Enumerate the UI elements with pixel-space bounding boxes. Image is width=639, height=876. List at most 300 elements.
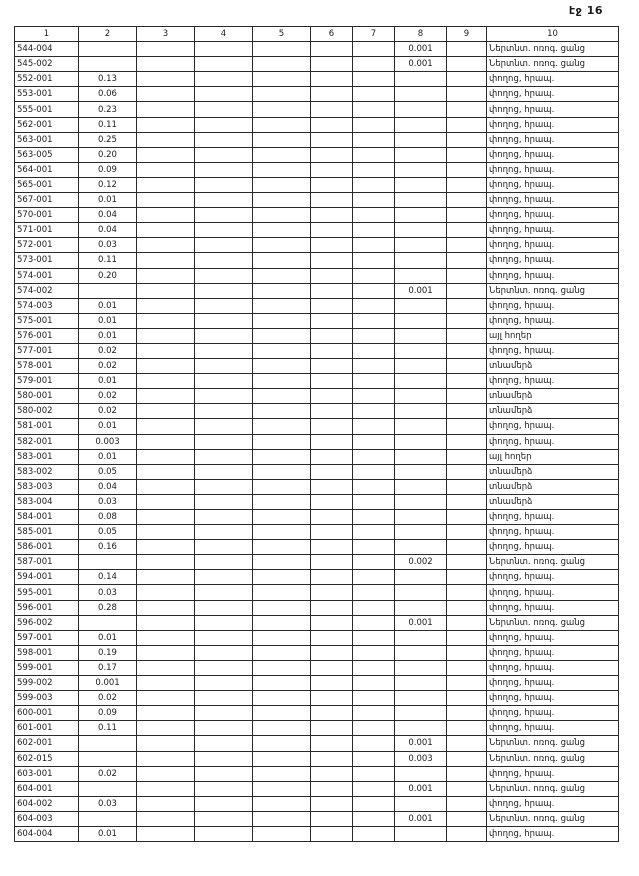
empty-cell <box>253 630 311 645</box>
empty-cell <box>311 57 353 72</box>
land-use-type: փողոց, հրապ. <box>487 117 619 132</box>
irrigation-value <box>395 706 447 721</box>
empty-cell <box>253 102 311 117</box>
empty-cell <box>311 147 353 162</box>
land-use-type: փողոց, հրապ. <box>487 691 619 706</box>
area-value: 0.03 <box>79 494 137 509</box>
empty-cell <box>253 736 311 751</box>
empty-cell <box>253 570 311 585</box>
land-use-type: Ներտնտ. ոռոգ. ցանց <box>487 615 619 630</box>
irrigation-value <box>395 193 447 208</box>
empty-cell <box>195 555 253 570</box>
area-value: 0.19 <box>79 645 137 660</box>
land-use-type: Ներտնտ. ոռոգ. ցանց <box>487 42 619 57</box>
area-value: 0.11 <box>79 253 137 268</box>
empty-cell <box>447 177 487 192</box>
land-use-type: փողոց, հրապ. <box>487 645 619 660</box>
table-row <box>15 464 619 479</box>
empty-cell <box>311 796 353 811</box>
empty-cell <box>137 721 195 736</box>
parcel-code: 602-001 <box>15 736 79 751</box>
area-value <box>79 781 137 796</box>
empty-cell <box>137 253 195 268</box>
empty-cell <box>311 615 353 630</box>
empty-cell <box>137 826 195 841</box>
empty-cell <box>353 419 395 434</box>
empty-cell <box>311 660 353 675</box>
table-row <box>15 147 619 162</box>
table-row <box>15 117 619 132</box>
land-use-type: փողոց, հրապ. <box>487 253 619 268</box>
empty-cell <box>311 223 353 238</box>
empty-cell <box>311 298 353 313</box>
area-value: 0.01 <box>79 298 137 313</box>
empty-cell <box>137 736 195 751</box>
empty-cell <box>137 404 195 419</box>
empty-cell <box>311 811 353 826</box>
empty-cell <box>137 283 195 298</box>
land-use-type: Ներտնտ. ոռոգ. ցանց <box>487 751 619 766</box>
empty-cell <box>353 343 395 358</box>
irrigation-value <box>395 766 447 781</box>
irrigation-value <box>395 404 447 419</box>
table-row <box>15 510 619 525</box>
empty-cell <box>311 162 353 177</box>
area-value: 0.09 <box>79 706 137 721</box>
land-use-type: փողոց, հրապ. <box>487 72 619 87</box>
empty-cell <box>353 479 395 494</box>
land-use-type: փողոց, հրապ. <box>487 208 619 223</box>
column-header: 3 <box>137 27 195 42</box>
table-row <box>15 42 619 57</box>
table-row <box>15 449 619 464</box>
empty-cell <box>253 328 311 343</box>
empty-cell <box>195 645 253 660</box>
empty-cell <box>253 660 311 675</box>
empty-cell <box>353 313 395 328</box>
parcel-code: 579-001 <box>15 374 79 389</box>
empty-cell <box>447 359 487 374</box>
empty-cell <box>353 706 395 721</box>
land-use-type: Ներտնտ. ոռոգ. ցանց <box>487 283 619 298</box>
empty-cell <box>253 389 311 404</box>
empty-cell <box>447 585 487 600</box>
empty-cell <box>447 193 487 208</box>
empty-cell <box>447 298 487 313</box>
parcel-code: 574-003 <box>15 298 79 313</box>
irrigation-value <box>395 676 447 691</box>
area-value <box>79 42 137 57</box>
irrigation-value <box>395 268 447 283</box>
land-use-type: փողոց, հրապ. <box>487 343 619 358</box>
empty-cell <box>311 751 353 766</box>
empty-cell <box>311 72 353 87</box>
empty-cell <box>353 72 395 87</box>
area-value: 0.01 <box>79 328 137 343</box>
empty-cell <box>253 42 311 57</box>
irrigation-value: 0.003 <box>395 751 447 766</box>
parcel-code: 583-001 <box>15 449 79 464</box>
empty-cell <box>253 162 311 177</box>
area-value: 0.05 <box>79 525 137 540</box>
empty-cell <box>311 585 353 600</box>
area-value: 0.02 <box>79 766 137 781</box>
table-row <box>15 193 619 208</box>
parcel-code: 584-001 <box>15 510 79 525</box>
land-use-type: Ներտնտ. ոռոգ. ցանց <box>487 736 619 751</box>
table-row <box>15 87 619 102</box>
empty-cell <box>137 102 195 117</box>
area-value <box>79 57 137 72</box>
empty-cell <box>353 57 395 72</box>
irrigation-value <box>395 479 447 494</box>
land-use-type: փողոց, հրապ. <box>487 766 619 781</box>
empty-cell <box>353 630 395 645</box>
empty-cell <box>137 630 195 645</box>
empty-cell <box>353 464 395 479</box>
empty-cell <box>353 494 395 509</box>
table-row <box>15 223 619 238</box>
irrigation-value <box>395 253 447 268</box>
irrigation-value <box>395 525 447 540</box>
irrigation-value <box>395 359 447 374</box>
parcel-code: 586-001 <box>15 540 79 555</box>
empty-cell <box>353 177 395 192</box>
empty-cell <box>195 253 253 268</box>
empty-cell <box>253 479 311 494</box>
empty-cell <box>311 510 353 525</box>
parcel-code: 571-001 <box>15 223 79 238</box>
table-row <box>15 660 619 675</box>
empty-cell <box>447 570 487 585</box>
empty-cell <box>195 811 253 826</box>
empty-cell <box>447 660 487 675</box>
empty-cell <box>195 313 253 328</box>
land-use-type: փողոց, հրապ. <box>487 570 619 585</box>
empty-cell <box>253 177 311 192</box>
empty-cell <box>137 117 195 132</box>
empty-cell <box>137 751 195 766</box>
table-row <box>15 298 619 313</box>
column-header: 8 <box>395 27 447 42</box>
empty-cell <box>447 645 487 660</box>
empty-cell <box>311 87 353 102</box>
empty-cell <box>447 691 487 706</box>
empty-cell <box>253 449 311 464</box>
empty-cell <box>311 404 353 419</box>
column-header: 6 <box>311 27 353 42</box>
area-value: 0.16 <box>79 540 137 555</box>
area-value: 0.02 <box>79 343 137 358</box>
empty-cell <box>311 434 353 449</box>
empty-cell <box>447 630 487 645</box>
empty-cell <box>447 766 487 781</box>
empty-cell <box>353 811 395 826</box>
empty-cell <box>195 177 253 192</box>
empty-cell <box>137 374 195 389</box>
empty-cell <box>311 132 353 147</box>
empty-cell <box>353 328 395 343</box>
area-value: 0.05 <box>79 464 137 479</box>
irrigation-value <box>395 796 447 811</box>
empty-cell <box>137 781 195 796</box>
empty-cell <box>137 510 195 525</box>
empty-cell <box>195 494 253 509</box>
land-use-type: փողոց, հրապ. <box>487 826 619 841</box>
empty-cell <box>353 766 395 781</box>
empty-cell <box>353 570 395 585</box>
table-row <box>15 177 619 192</box>
parcel-code: 564-001 <box>15 162 79 177</box>
empty-cell <box>137 645 195 660</box>
land-use-type: փողոց, հրապ. <box>487 796 619 811</box>
parcel-code: 573-001 <box>15 253 79 268</box>
irrigation-value <box>395 238 447 253</box>
empty-cell <box>447 555 487 570</box>
empty-cell <box>311 253 353 268</box>
land-use-type: փողոց, հրապ. <box>487 102 619 117</box>
area-value: 0.02 <box>79 404 137 419</box>
empty-cell <box>195 343 253 358</box>
empty-cell <box>253 117 311 132</box>
irrigation-value: 0.001 <box>395 811 447 826</box>
empty-cell <box>137 238 195 253</box>
empty-cell <box>253 419 311 434</box>
table-row <box>15 796 619 811</box>
area-value <box>79 751 137 766</box>
table-row <box>15 676 619 691</box>
land-use-type: փողոց, հրապ. <box>487 177 619 192</box>
empty-cell <box>137 72 195 87</box>
parcel-code: 596-001 <box>15 600 79 615</box>
empty-cell <box>253 268 311 283</box>
irrigation-value <box>395 389 447 404</box>
empty-cell <box>311 238 353 253</box>
empty-cell <box>311 570 353 585</box>
irrigation-value <box>395 223 447 238</box>
land-ledger-table <box>14 26 619 842</box>
area-value: 0.01 <box>79 313 137 328</box>
empty-cell <box>447 811 487 826</box>
table-row <box>15 494 619 509</box>
empty-cell <box>253 540 311 555</box>
empty-cell <box>195 389 253 404</box>
empty-cell <box>447 419 487 434</box>
empty-cell <box>353 510 395 525</box>
empty-cell <box>353 147 395 162</box>
table-row <box>15 811 619 826</box>
empty-cell <box>137 494 195 509</box>
empty-cell <box>311 630 353 645</box>
empty-cell <box>195 193 253 208</box>
empty-cell <box>253 796 311 811</box>
empty-cell <box>447 57 487 72</box>
irrigation-value <box>395 343 447 358</box>
empty-cell <box>195 766 253 781</box>
empty-cell <box>447 374 487 389</box>
parcel-code: 562-001 <box>15 117 79 132</box>
empty-cell <box>447 449 487 464</box>
table-row <box>15 404 619 419</box>
irrigation-value: 0.001 <box>395 283 447 298</box>
area-value: 0.12 <box>79 177 137 192</box>
empty-cell <box>311 177 353 192</box>
empty-cell <box>253 283 311 298</box>
land-use-type: փողոց, հրապ. <box>487 238 619 253</box>
empty-cell <box>253 404 311 419</box>
empty-cell <box>195 781 253 796</box>
irrigation-value <box>395 721 447 736</box>
empty-cell <box>253 676 311 691</box>
table-row <box>15 238 619 253</box>
irrigation-value <box>395 117 447 132</box>
parcel-code: 575-001 <box>15 313 79 328</box>
empty-cell <box>447 132 487 147</box>
empty-cell <box>353 102 395 117</box>
table-row <box>15 645 619 660</box>
area-value: 0.17 <box>79 660 137 675</box>
empty-cell <box>253 359 311 374</box>
land-use-type: փողոց, հրապ. <box>487 630 619 645</box>
empty-cell <box>311 117 353 132</box>
irrigation-value <box>395 132 447 147</box>
parcel-code: 583-004 <box>15 494 79 509</box>
empty-cell <box>137 87 195 102</box>
land-use-type: Ներտնտ. ոռոգ. ցանց <box>487 57 619 72</box>
land-use-type: փողոց, հրապ. <box>487 223 619 238</box>
empty-cell <box>137 706 195 721</box>
empty-cell <box>447 781 487 796</box>
empty-cell <box>311 374 353 389</box>
table-row <box>15 479 619 494</box>
land-use-type: փողոց, հրապ. <box>487 132 619 147</box>
empty-cell <box>195 600 253 615</box>
table-row <box>15 525 619 540</box>
empty-cell <box>195 57 253 72</box>
area-value: 0.03 <box>79 796 137 811</box>
table-row <box>15 570 619 585</box>
empty-cell <box>311 102 353 117</box>
parcel-code: 574-001 <box>15 268 79 283</box>
empty-cell <box>253 87 311 102</box>
land-use-type: փողոց, հրապ. <box>487 721 619 736</box>
irrigation-value <box>395 645 447 660</box>
empty-cell <box>195 660 253 675</box>
land-use-type: փողոց, հրապ. <box>487 193 619 208</box>
table-row <box>15 102 619 117</box>
empty-cell <box>137 796 195 811</box>
empty-cell <box>137 540 195 555</box>
table-row <box>15 313 619 328</box>
empty-cell <box>353 374 395 389</box>
parcel-code: 601-001 <box>15 721 79 736</box>
area-value: 0.04 <box>79 208 137 223</box>
empty-cell <box>447 283 487 298</box>
table-row <box>15 630 619 645</box>
empty-cell <box>447 525 487 540</box>
irrigation-value: 0.001 <box>395 42 447 57</box>
column-header: 7 <box>353 27 395 42</box>
area-value: 0.11 <box>79 721 137 736</box>
empty-cell <box>137 570 195 585</box>
empty-cell <box>447 706 487 721</box>
empty-cell <box>447 223 487 238</box>
area-value: 0.01 <box>79 419 137 434</box>
land-use-type: Ներտնտ. ոռոգ. ցանց <box>487 781 619 796</box>
irrigation-value <box>395 419 447 434</box>
table-row <box>15 208 619 223</box>
table-row <box>15 162 619 177</box>
irrigation-value <box>395 826 447 841</box>
empty-cell <box>253 525 311 540</box>
table-row <box>15 540 619 555</box>
table-row <box>15 419 619 434</box>
empty-cell <box>253 826 311 841</box>
parcel-code: 582-001 <box>15 434 79 449</box>
table-row <box>15 253 619 268</box>
empty-cell <box>195 630 253 645</box>
parcel-code: 565-001 <box>15 177 79 192</box>
empty-cell <box>311 494 353 509</box>
column-header: 9 <box>447 27 487 42</box>
empty-cell <box>311 479 353 494</box>
irrigation-value <box>395 313 447 328</box>
parcel-code: 599-001 <box>15 660 79 675</box>
empty-cell <box>195 525 253 540</box>
empty-cell <box>137 177 195 192</box>
empty-cell <box>137 615 195 630</box>
table-row <box>15 343 619 358</box>
empty-cell <box>353 736 395 751</box>
area-value: 0.28 <box>79 600 137 615</box>
empty-cell <box>253 691 311 706</box>
empty-cell <box>353 721 395 736</box>
empty-cell <box>311 555 353 570</box>
empty-cell <box>447 238 487 253</box>
land-use-type: այլ հողեր <box>487 449 619 464</box>
empty-cell <box>311 449 353 464</box>
column-header: 4 <box>195 27 253 42</box>
land-use-type: փողոց, հրապ. <box>487 525 619 540</box>
empty-cell <box>253 751 311 766</box>
empty-cell <box>137 479 195 494</box>
empty-cell <box>311 359 353 374</box>
empty-cell <box>447 208 487 223</box>
land-use-type: փողոց, հրապ. <box>487 87 619 102</box>
empty-cell <box>195 419 253 434</box>
area-value: 0.001 <box>79 676 137 691</box>
irrigation-value: 0.001 <box>395 736 447 751</box>
land-use-type: տնամերձ <box>487 389 619 404</box>
empty-cell <box>353 600 395 615</box>
table-row <box>15 585 619 600</box>
empty-cell <box>447 147 487 162</box>
parcel-code: 581-001 <box>15 419 79 434</box>
irrigation-value <box>395 147 447 162</box>
irrigation-value <box>395 162 447 177</box>
empty-cell <box>311 525 353 540</box>
empty-cell <box>353 283 395 298</box>
empty-cell <box>137 298 195 313</box>
area-value: 0.06 <box>79 87 137 102</box>
table-row <box>15 268 619 283</box>
column-header: 1 <box>15 27 79 42</box>
empty-cell <box>447 253 487 268</box>
table-row <box>15 434 619 449</box>
empty-cell <box>195 132 253 147</box>
irrigation-value <box>395 600 447 615</box>
empty-cell <box>447 826 487 841</box>
